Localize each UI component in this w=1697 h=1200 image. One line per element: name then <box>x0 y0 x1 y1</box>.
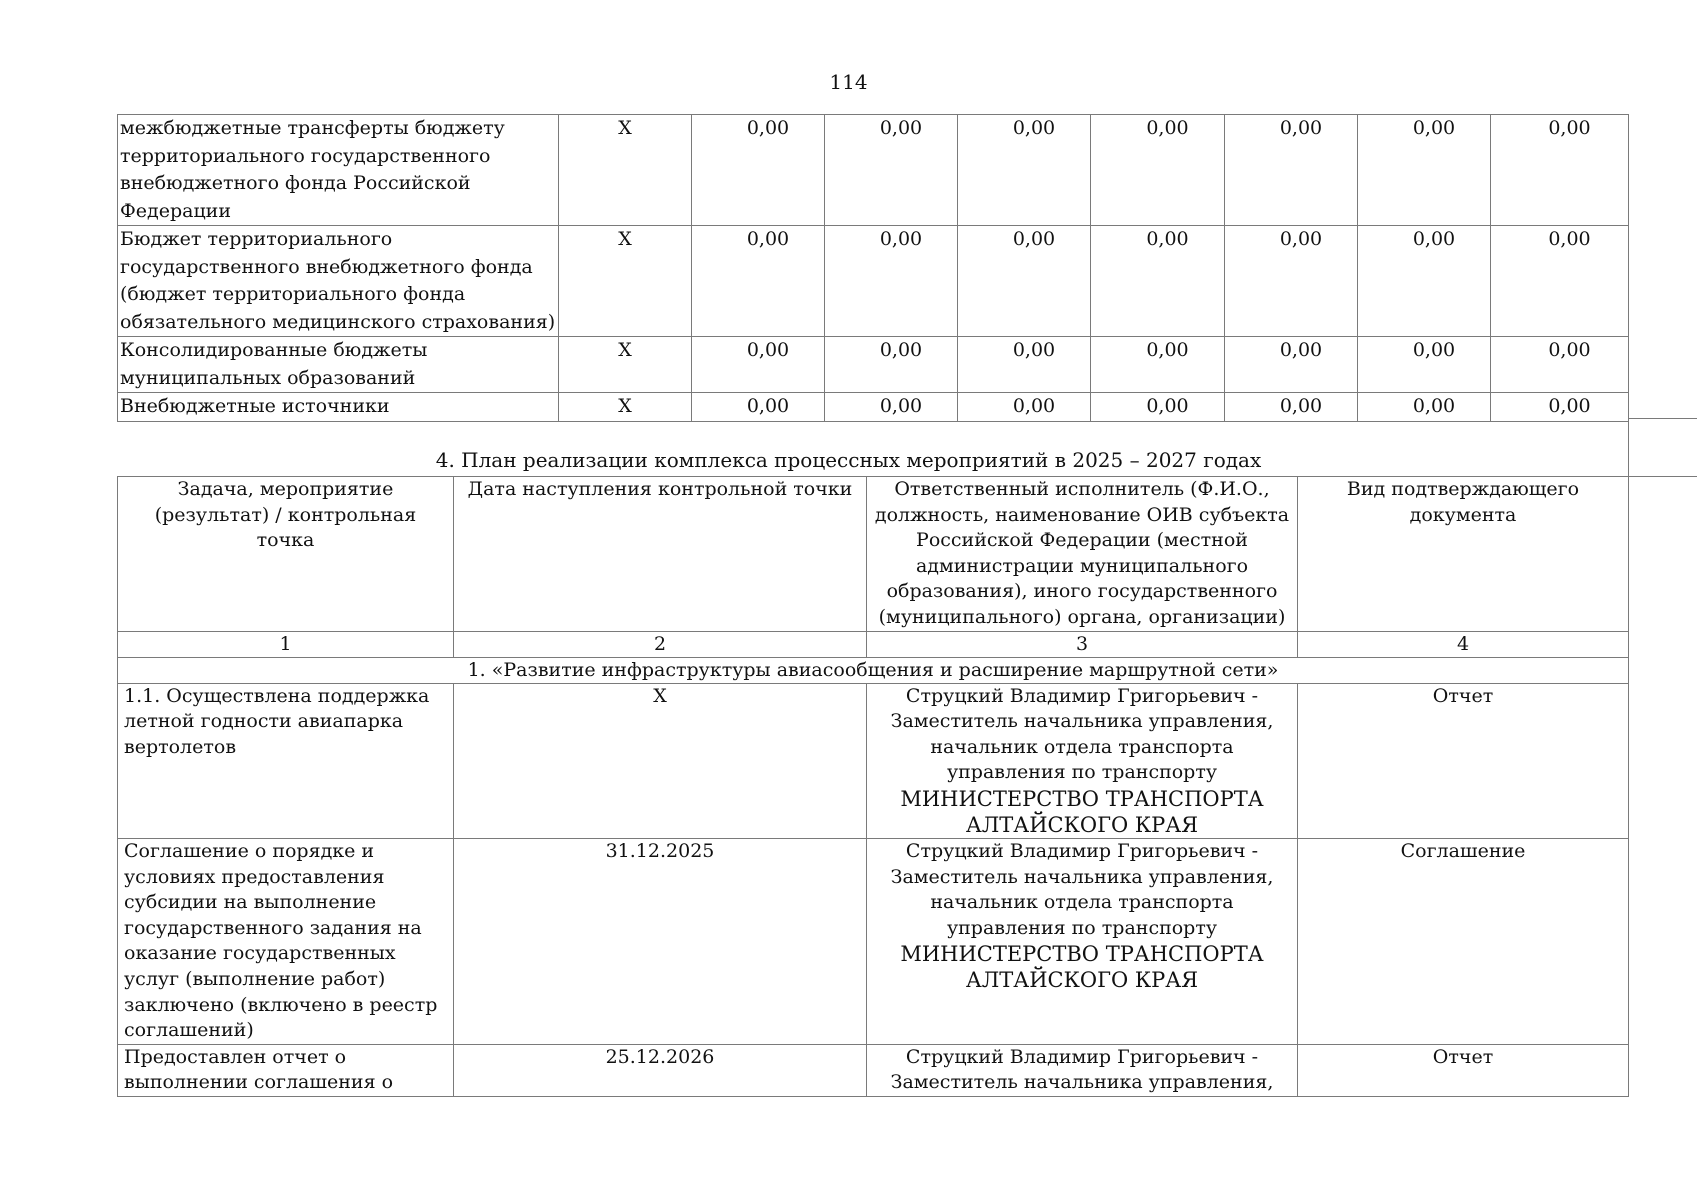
responsible-organization: МИНИСТЕРСТВО ТРАНСПОРТА АЛТАЙСКОГО КРАЯ <box>900 786 1264 837</box>
column-number: 4 <box>1298 631 1629 657</box>
header-responsible: Ответственный исполнитель (Ф.И.О., должность, наименование ОИВ субъекта Российской Федерации (местной администрации муниципального образования), иного государственного (муниципального) органа, организации) <box>867 477 1298 632</box>
header-task: Задача, мероприятие (результат) / контрольная точка <box>118 477 454 632</box>
funding-value: 0,00 <box>692 393 825 422</box>
funding-value: 0,00 <box>1358 226 1491 337</box>
funding-value: 0,00 <box>1091 393 1225 422</box>
funding-source-label: Бюджет территориального государственного внебюджетного фонда (бюджет территориального фонда обязательного медицинского страхования) <box>118 226 559 337</box>
document-type-cell: Отчет <box>1298 683 1629 838</box>
funding-value: 0,00 <box>1491 115 1629 226</box>
task-cell: 1.1. Осуществлена поддержка летной годности авиапарка вертолетов <box>118 683 454 838</box>
plan-header-row <box>118 477 1629 632</box>
funding-value: 0,00 <box>1225 393 1358 422</box>
funding-value: 0,00 <box>958 393 1091 422</box>
funding-value: 0,00 <box>958 226 1091 337</box>
funding-mark: X <box>559 115 692 226</box>
plan-section-title: 4. План реализации комплекса процессных мероприятий в 2025 – 2027 годах <box>435 448 1262 472</box>
document-type-cell: Соглашение <box>1298 838 1629 1044</box>
responsible-person: Струцкий Владимир Григорьевич - Заместитель начальника управления, <box>890 1045 1274 1094</box>
funding-source-label: межбюджетные трансферты бюджету территориального государственного внебюджетного фонда Российской Федерации <box>118 115 559 226</box>
funding-source-label: Консолидированные бюджеты муниципальных образований <box>118 337 559 393</box>
plan-row <box>118 838 1629 1044</box>
funding-source-label: Внебюджетные источники <box>118 393 559 422</box>
plan-table <box>117 476 1629 1097</box>
funding-value: 0,00 <box>958 115 1091 226</box>
funding-value: 0,00 <box>1491 393 1629 422</box>
header-document: Вид подтверждающего документа <box>1298 477 1629 632</box>
task-cell: Предоставлен отчет о выполнении соглашения о <box>118 1044 454 1096</box>
date-cell: X <box>454 683 867 838</box>
funding-value: 0,00 <box>1491 226 1629 337</box>
funding-row <box>118 337 1629 393</box>
funding-mark: X <box>559 393 692 422</box>
task-cell: Соглашение о порядке и условиях предоставления субсидии на выполнение государственного задания на оказание государственных услуг (выполнение работ) заключено (включено в реестр соглашений) <box>118 838 454 1044</box>
responsible-person: Струцкий Владимир Григорьевич - Заместитель начальника управления, начальник отдела транспорта управления по транспорту <box>890 839 1274 939</box>
funding-value: 0,00 <box>1491 337 1629 393</box>
funding-mark: X <box>559 337 692 393</box>
funding-value: 0,00 <box>692 226 825 337</box>
funding-value: 0,00 <box>825 337 958 393</box>
funding-value: 0,00 <box>825 226 958 337</box>
funding-value: 0,00 <box>1225 115 1358 226</box>
section-title: 1. «Развитие инфраструктуры авиасообщения и расширение маршрутной сети» <box>118 657 1629 683</box>
funding-value: 0,00 <box>1225 337 1358 393</box>
date-cell: 25.12.2026 <box>454 1044 867 1096</box>
funding-value: 0,00 <box>1358 115 1491 226</box>
funding-row <box>118 115 1629 226</box>
header-date: Дата наступления контрольной точки <box>454 477 867 632</box>
funding-value: 0,00 <box>1358 337 1491 393</box>
section-row <box>118 657 1629 683</box>
column-number: 3 <box>867 631 1298 657</box>
responsible-cell <box>867 683 1298 838</box>
funding-row <box>118 393 1629 422</box>
funding-value: 0,00 <box>1091 337 1225 393</box>
responsible-organization: МИНИСТЕРСТВО ТРАНСПОРТА АЛТАЙСКОГО КРАЯ <box>900 942 1264 993</box>
funding-value: 0,00 <box>958 337 1091 393</box>
funding-sources-table <box>117 114 1629 422</box>
funding-value: 0,00 <box>692 115 825 226</box>
document-type-cell: Отчет <box>1298 1044 1629 1096</box>
funding-value: 0,00 <box>692 337 825 393</box>
responsible-cell <box>867 1044 1298 1096</box>
stub-line <box>1628 418 1697 419</box>
plan-row <box>118 683 1629 838</box>
funding-value: 0,00 <box>1358 393 1491 422</box>
funding-row <box>118 226 1629 337</box>
responsible-cell <box>867 838 1298 1044</box>
stub-line <box>1628 476 1697 477</box>
stub-line <box>1628 418 1629 476</box>
plan-row <box>118 1044 1629 1096</box>
funding-value: 0,00 <box>1225 226 1358 337</box>
date-cell: 31.12.2025 <box>454 838 867 1044</box>
column-number: 2 <box>454 631 867 657</box>
responsible-person: Струцкий Владимир Григорьевич - Заместитель начальника управления, начальник отдела транспорта управления по транспорту <box>890 684 1274 784</box>
funding-value: 0,00 <box>1091 226 1225 337</box>
column-number-row <box>118 631 1629 657</box>
funding-mark: X <box>559 226 692 337</box>
funding-value: 0,00 <box>825 393 958 422</box>
funding-value: 0,00 <box>825 115 958 226</box>
funding-value: 0,00 <box>1091 115 1225 226</box>
page-number: 114 <box>829 70 868 94</box>
column-number: 1 <box>118 631 454 657</box>
